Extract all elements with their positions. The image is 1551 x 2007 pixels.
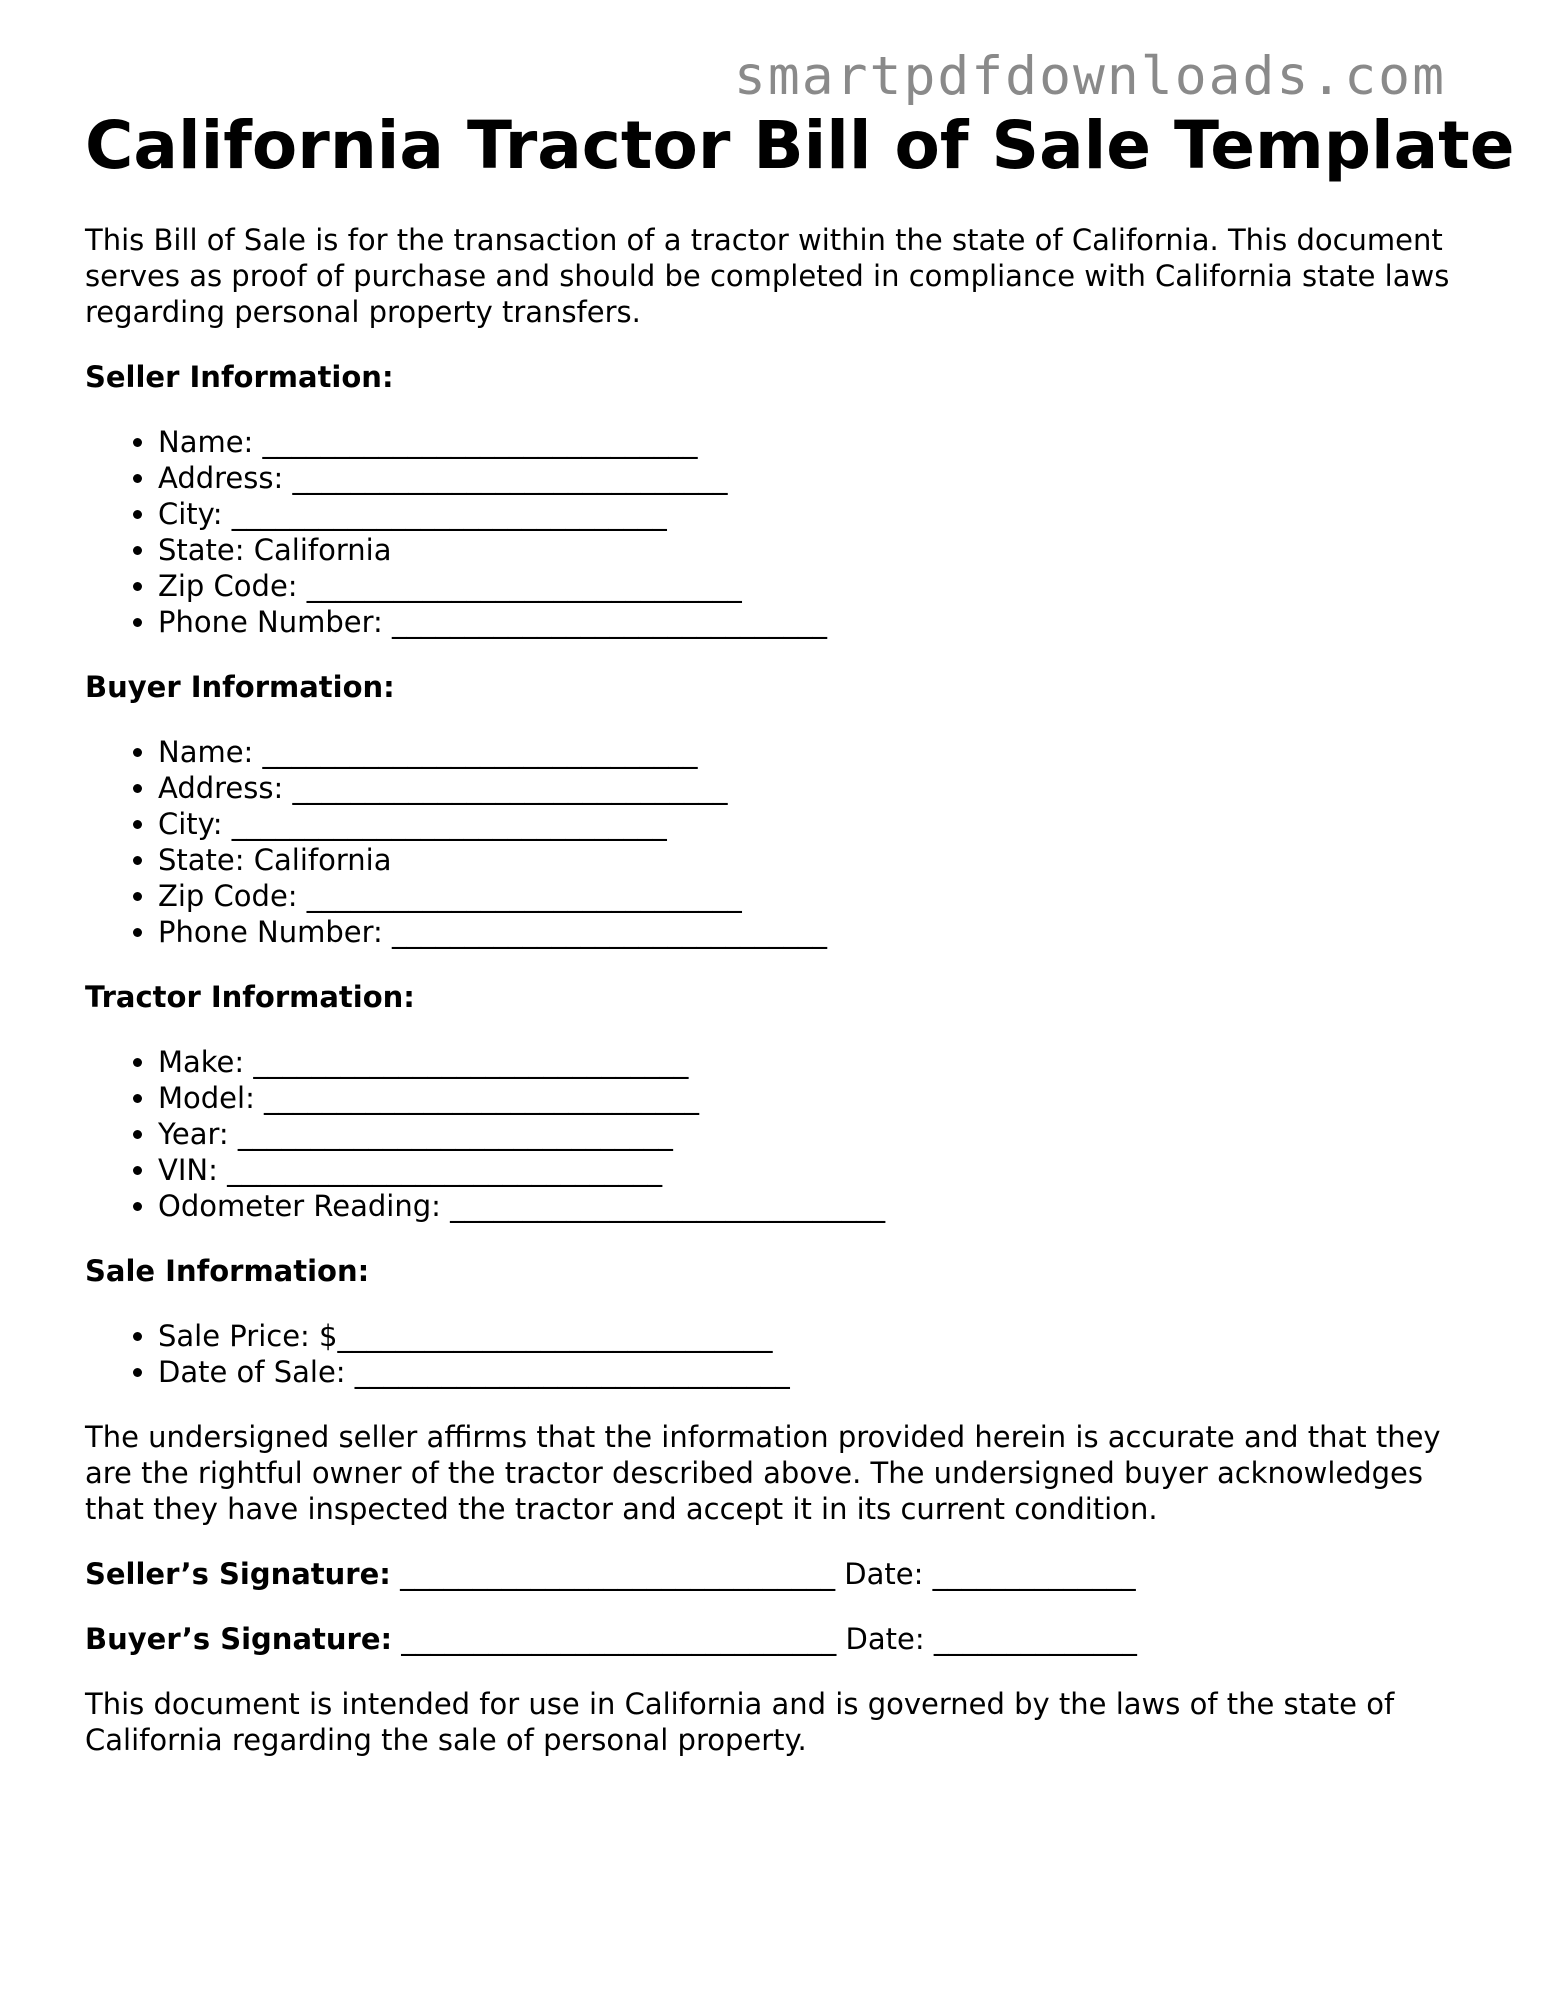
seller-list (85, 424, 1465, 640)
seller-zip-field: • Zip Code: ______________________________ (158, 568, 1465, 604)
sale-date-field: • Date of Sale: ______________________________ (158, 1354, 1465, 1390)
buyer-phone-field: • Phone Number: ______________________________ (158, 914, 1465, 950)
seller-city-field: • City: ______________________________ (158, 496, 1465, 532)
buyer-list (85, 734, 1465, 950)
tractor-year-field: • Year: ______________________________ (158, 1116, 1465, 1152)
seller-signature-label: Seller’s Signature: (85, 1557, 391, 1592)
buyer-name-field: • Name: ______________________________ (158, 734, 1465, 770)
watermark: smartpdfdownloads.com (733, 46, 1446, 107)
tractor-odometer-field: • Odometer Reading: ______________________________ (158, 1188, 1465, 1224)
seller-heading: Seller Information: (85, 360, 394, 395)
buyer-zip-field: • Zip Code: ______________________________ (158, 878, 1465, 914)
document-page (85, 106, 1515, 1758)
seller-state-field: • State: California (158, 532, 1465, 568)
seller-signature-line (85, 1556, 1465, 1592)
buyer-heading: Buyer Information: (85, 670, 395, 705)
buyer-address-field: • Address: ______________________________ (158, 770, 1465, 806)
buyer-state-field: • State: California (158, 842, 1465, 878)
buyer-city-field: • City: ______________________________ (158, 806, 1465, 842)
seller-signature-blank: ______________________________ Date: ______________ (390, 1557, 1136, 1592)
buyer-signature-line (85, 1621, 1465, 1657)
seller-name-field: • Name: ______________________________ (158, 424, 1465, 460)
tractor-model-field: • Model: ______________________________ (158, 1080, 1465, 1116)
footer-paragraph: This document is intended for use in California and is governed by the laws of the state of California regarding the sale of personal property. (85, 1687, 1395, 1758)
intro-paragraph: This Bill of Sale is for the transaction of a tractor within the state of California. This document serves as proof of purchase and should be completed in compliance with California state laws regarding personal property transfers. (85, 223, 1450, 330)
tractor-heading: Tractor Information: (85, 980, 415, 1015)
tractor-make-field: • Make: ______________________________ (158, 1044, 1465, 1080)
buyer-signature-label: Buyer’s Signature: (85, 1622, 393, 1657)
sale-price-field: • Sale Price: $______________________________ (158, 1318, 1465, 1354)
buyer-signature-blank: ______________________________ Date: ______________ (392, 1622, 1137, 1657)
seller-address-field: • Address: ______________________________ (158, 460, 1465, 496)
tractor-vin-field: • VIN: ______________________________ (158, 1152, 1465, 1188)
affirmation-paragraph: The undersigned seller affirms that the information provided herein is accurate and that they are the rightful owner of the tractor described above. The undersigned buyer acknowledges that they have inspected the tractor and accept it in its current condition. (85, 1420, 1441, 1527)
sale-heading: Sale Information: (85, 1254, 370, 1289)
page-title: California Tractor Bill of Sale Template (85, 107, 1515, 184)
sale-list (85, 1318, 1465, 1390)
tractor-list (85, 1044, 1465, 1224)
seller-phone-field: • Phone Number: ______________________________ (158, 604, 1465, 640)
